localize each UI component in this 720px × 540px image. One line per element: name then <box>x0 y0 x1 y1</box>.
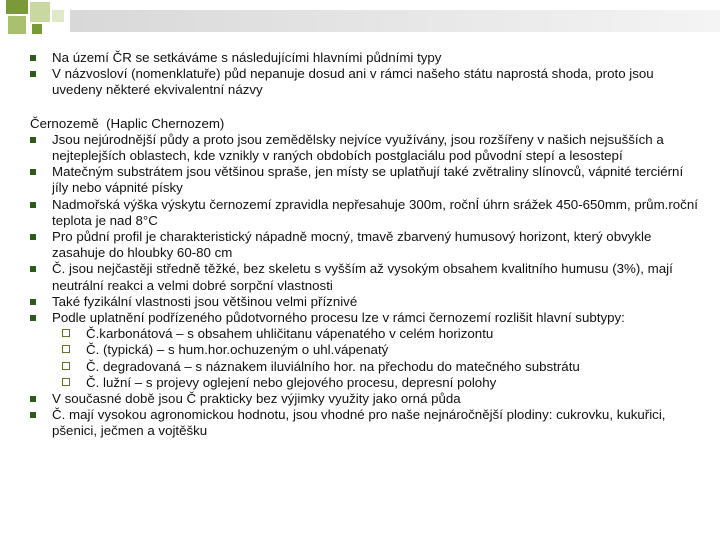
bullet-icon <box>30 169 36 175</box>
bullet-icon <box>30 55 36 61</box>
bullet-text: Nadmořská výška výskytu černozemí zpravidla nepřesahuje 300m, ročnÍ úhrn srážek 450-650mm, prům.roční teplota je nad 8°C <box>52 196 698 228</box>
bullet-text: Také fyzikální vlastnosti jsou většinou velmi příznivé <box>52 293 358 309</box>
list-item <box>30 164 700 196</box>
deco-square <box>8 16 26 34</box>
slide-content <box>30 50 700 440</box>
bullet-icon <box>30 315 36 321</box>
bullet-icon <box>30 396 36 402</box>
checkbox-bullet-icon <box>62 378 70 386</box>
subtype-text: Č.karbonátová – s obsahem uhličitanu vápenatého v celém horizontu <box>86 326 494 342</box>
intro-text: V názvosloví (nomenklatuře) půd nepanuje dosud ani v rámci našeho státu naprostá shoda, proto jsou uvedeny některé ekvivalentní názvy <box>52 66 654 98</box>
list-item <box>30 50 700 66</box>
section-title: Černozemě <box>30 115 99 131</box>
bullet-text: V současné době jsou Č prakticky bez výjimky využity jako orná půda <box>52 391 461 407</box>
section-heading <box>30 116 700 132</box>
deco-square <box>52 10 64 22</box>
checkbox-bullet-icon <box>62 362 70 370</box>
subtype-item <box>30 375 700 391</box>
bullet-icon <box>30 412 36 418</box>
checkbox-bullet-icon <box>62 329 70 337</box>
deco-square <box>32 24 42 34</box>
list-item <box>30 66 700 98</box>
bullet-text: Č. mají vysokou agronomickou hodnotu, jsou vhodné pro naše nejnáročnější plodiny: cukrovku, kukuřici, pšenici, ječmen a vojtěšku <box>52 407 666 439</box>
subtype-text: Č. degradovaná – s náznakem iluviálního hor. na přechodu do matečného substrátu <box>86 358 580 374</box>
bullet-text: Č. jsou nejčastěji středně těžké, bez skeletu s vyšším až vysokým obsahem kvalitního humusu (3%), mají neutrální reakci a velmi dobré sorpční vlastnosti <box>52 261 673 293</box>
subtype-item <box>30 342 700 358</box>
bullet-icon <box>30 202 36 208</box>
bullet-text: Matečným substrátem jsou většinou spraše, jen místy se uplatňují také zvětraliny slínovců, vápnité terciérní jíly nebo vápnité písky <box>52 164 684 196</box>
list-item <box>30 391 700 407</box>
section-subtitle: (Haplic Chernozem) <box>106 115 225 131</box>
header-bar <box>70 10 720 32</box>
subtype-item <box>30 359 700 375</box>
header-squares <box>0 0 720 38</box>
intro-text: Na území ČR se setkáváme s následujícími hlavními půdními typy <box>52 50 442 65</box>
subtype-text: Č. lužní – s projevy oglejení nebo glejového procesu, depresní polohy <box>86 374 497 390</box>
checkbox-bullet-icon <box>62 345 70 353</box>
bullet-text: Podle uplatnění podřízeného půdotvorného procesu lze v rámci černozemí rozlišit hlavní subtypy: <box>52 310 625 326</box>
list-item <box>30 132 700 164</box>
bullet-icon <box>30 299 36 305</box>
bullet-icon <box>30 234 36 240</box>
header-decoration <box>0 0 720 38</box>
bullet-icon <box>30 71 36 77</box>
subtype-item <box>30 326 700 342</box>
subtype-text: Č. (typická) – s hum.hor.ochuzeným o uhl.vápenatý <box>86 342 389 358</box>
deco-square <box>6 0 28 14</box>
bullet-icon <box>30 137 36 143</box>
list-item <box>30 229 700 261</box>
bullet-text: Jsou nejúrodnější půdy a proto jsou zemědělsky nejvíce využívány, jsou rozšířeny v našich nejsušších a nejteplejších oblastech, kde vznikly v raných obdobích postglaciálu pod původní stepí a lesostepí <box>52 131 664 164</box>
deco-square <box>30 2 50 22</box>
list-item <box>30 261 700 293</box>
list-item <box>30 197 700 229</box>
bullet-icon <box>30 266 36 272</box>
list-item <box>30 407 700 439</box>
bullet-text: Pro půdní profil je charakteristický nápadně mocný, tmavě zbarvený humusový horizont, který obvykle zasahuje do hloubky 60-80 cm <box>52 229 652 261</box>
list-item <box>30 310 700 326</box>
list-item <box>30 294 700 310</box>
